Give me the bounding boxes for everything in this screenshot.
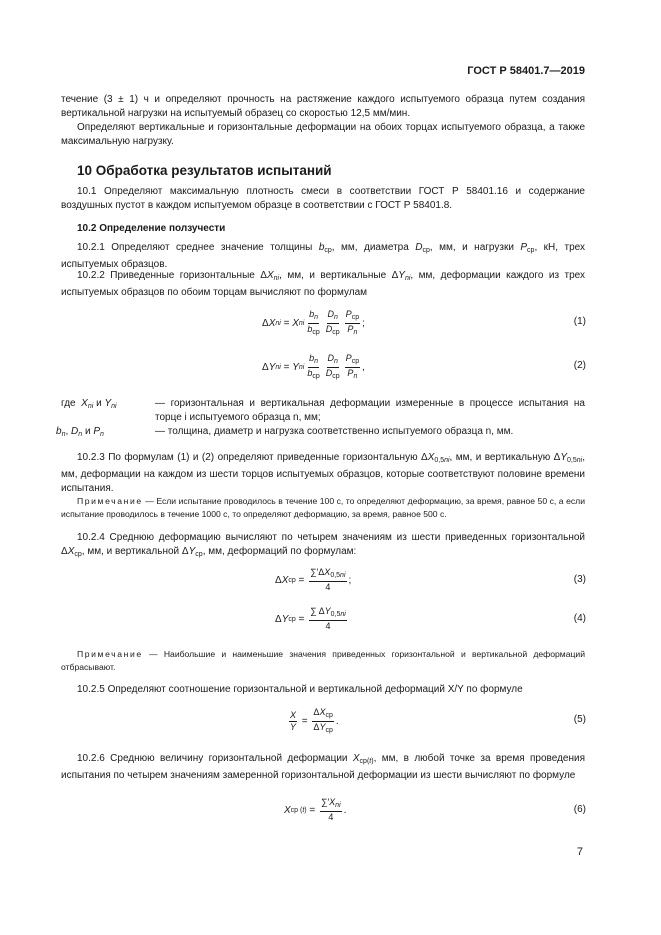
equation-number: (3) — [573, 574, 586, 585]
paragraph: 10.2.1 Определяют среднее значение толщины $b_{ср}$, мм, диаметра $D_{ср}$, мм, и нагрузки $P_{ср}$, кН, трех испытуемых образцов. — [61, 242, 585, 270]
where-symbols: $b_n$, $D_n$ и $P_n$ — [56, 426, 104, 438]
paragraph: 10.2.6 Среднюю величину горизонтальной деформации $X_{ср(t)}$, мм, в любой точке за время проведения испытания по четырем значениям замеренной горизонтальной деформации из шести вычисляют по формуле — [61, 753, 585, 781]
formula-1: Δ X ni = X ni $\frac{b_n}{b_{ср}}$ $\frac{D_n}{D_{ср}}$ $\frac{P_{ср}}{P_n}$ ; — [262, 309, 365, 336]
paragraph: 10.2.4 Среднюю деформацию вычисляют по четырем значениям из шести приведенных горизонтальной $\Delta X_{ср}$, мм, и вертикальной $\Delta Y_{ср}$, мм, деформаций по формулам: — [61, 532, 585, 558]
formula-3: Δ X ср = $\frac{\sum'\Delta X_{0,5ni}}{4}$ ; — [275, 567, 352, 592]
where-definition: — горизонтальная и вертикальная деформации измеренные в процессе испытания на торце i испытуемого образца n, мм; — [155, 398, 585, 423]
document-header: ГОСТ Р 58401.7—2019 — [467, 65, 585, 77]
paragraph: 10.2.5 Определяют соотношение горизонтальной и вертикальной деформаций X/Y по формуле — [77, 684, 523, 695]
subsection-heading: 10.2 Определение ползучести — [77, 223, 226, 234]
formula-2: Δ Y ni = Y ni $\frac{b_n}{b_{ср}}$ $\frac{D_n}{D_{ср}}$ $\frac{P_{ср}}{P_n}$ , — [262, 353, 365, 380]
where-label: где $X_{ni}$ и $Y_{ni}$ — [61, 398, 117, 410]
paragraph: 10.2.3 По формулам (1) и (2) определяют приведенные горизонтальную $\Delta X_{0,5ni}$, мм, и вертикальную $\Delta Y_{0,5ni}$, мм, деформации на каждом из шести торцов испытуемых образцов, которые соответствуют половине времени испытания. — [61, 452, 585, 494]
formula-5: $\frac{X}{Y}$ = $\frac{\Delta X_{ср}}{\Delta Y_{ср}}$ . — [290, 707, 339, 734]
equation-number: (1) — [573, 316, 586, 327]
formula-6: X ср (t) = $\frac{\sum'X_{ni}}{4}$ . — [284, 797, 347, 822]
where-definition: — толщина, диаметр и нагрузка соответственно испытуемого образца n, мм. — [155, 426, 514, 437]
paragraph: 10.2.2 Приведенные горизонтальные $\Delta X_{ni}$, мм, и вертикальные $\Delta Y_{ni}$, мм, деформации каждого из трех испытуемых образцов по обоим торцам вычисляют по формулам — [61, 270, 585, 298]
paragraph: Определяют вертикальные и горизонтальные деформации на обоих торцах испытуемого образца, а также максимальную нагрузку. — [61, 122, 585, 147]
note: Примечание — Если испытание проводилось в течение 100 с, то определяют деформацию, за время, равное 50 с, а если испытание проводилось в течение 1000 с, то определяют деформацию, за время, равное 500 с. — [61, 496, 585, 519]
equation-number: (5) — [573, 714, 586, 725]
equation-number: (6) — [573, 804, 586, 815]
paragraph: течение (3 ± 1) ч и определяют прочность на растяжение каждого испытуемого образца путем создания вертикальной нагрузки на испытуемый образец со скоростью 12,5 мм/мин. — [61, 94, 585, 119]
equation-number: (4) — [573, 613, 586, 624]
section-heading: 10 Обработка результатов испытаний — [77, 163, 332, 178]
page-number: 7 — [576, 846, 583, 858]
formula-4: Δ Y ср = $\frac{\sum \Delta Y_{0,5ni}}{4}$ — [275, 606, 346, 631]
equation-number: (2) — [573, 360, 586, 371]
note: Примечание — Наибольшие и наименьшие значения приведенных горизонтальной и вертикальной деформаций отбрасывают. — [61, 649, 585, 672]
paragraph: 10.1 Определяют максимальную плотность смеси в соответствии ГОСТ Р 58401.16 и содержание воздушных пустот в каждом испытуемом образце в соответствии с ГОСТ Р 58401.8. — [61, 186, 585, 211]
